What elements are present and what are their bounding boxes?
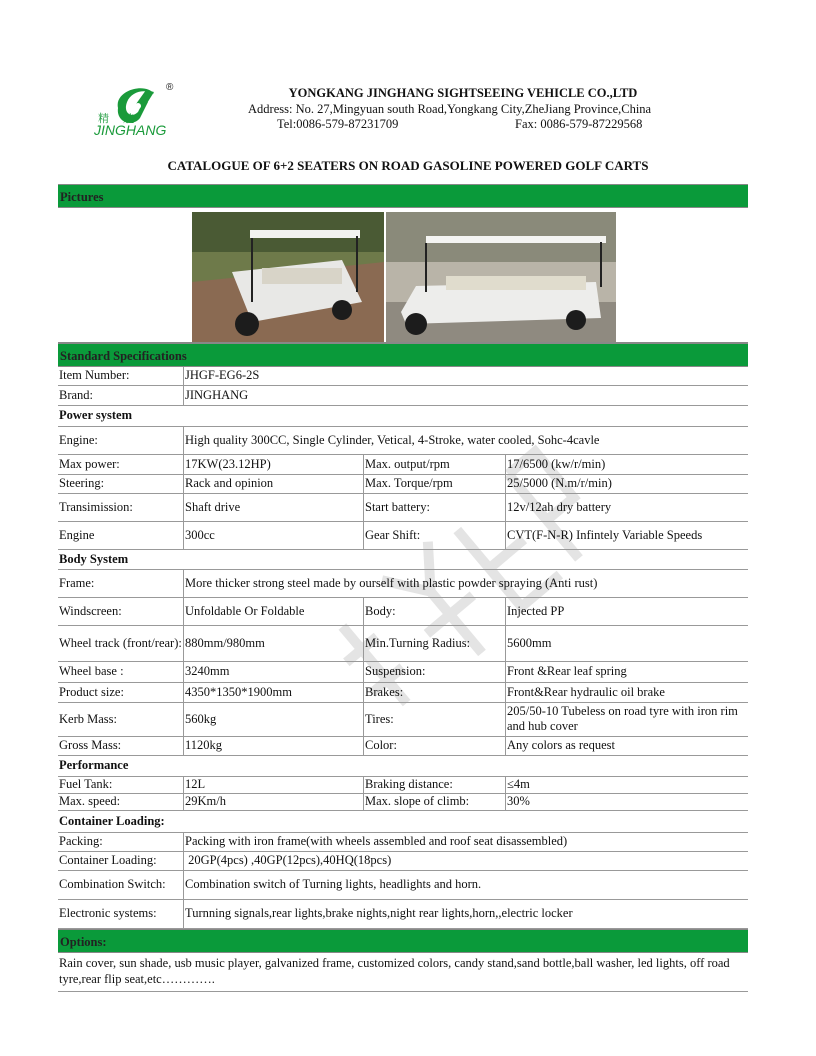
braking-distance-label: Braking distance: [364, 776, 506, 793]
body-value: Injected PP [506, 597, 749, 625]
item-number-value: JHGF-EG6-2S [184, 367, 749, 385]
letterhead [0, 72, 816, 142]
table-row [58, 493, 748, 521]
wheel-base-label: Wheel base : [58, 661, 184, 682]
table-row [58, 454, 748, 474]
windscreen-label: Windscreen: [58, 597, 184, 625]
max-speed-label: Max. speed: [58, 793, 184, 810]
table-row [58, 851, 748, 870]
spec-table [58, 367, 748, 929]
steering-value: Rack and opinion [184, 474, 364, 493]
body-system-heading: Body System [58, 549, 748, 569]
body-label: Body: [364, 597, 506, 625]
golf-cart-photo-front [192, 212, 384, 342]
gear-shift-value: CVT(F-N-R) Infintely Variable Speeds [506, 521, 749, 549]
table-row [58, 597, 748, 625]
wheel-track-label: Wheel track (front/rear): [58, 625, 184, 661]
item-number-label: Item Number: [58, 367, 184, 385]
company-tel: Tel:0086-579-87231709 [277, 117, 399, 131]
braking-distance-value: ≤4m [506, 776, 749, 793]
windscreen-value: Unfoldable Or Foldable [184, 597, 364, 625]
frame-label: Frame: [58, 569, 184, 597]
tires-value: 205/50-10 Tubeless on road tyre with iron rim and hub cover [506, 702, 749, 736]
fuel-tank-label: Fuel Tank: [58, 776, 184, 793]
combination-switch-label: Combination Switch: [58, 870, 184, 899]
fuel-tank-value: 12L [184, 776, 364, 793]
combination-switch-value: Combination switch of Turning lights, headlights and horn. [184, 870, 749, 899]
gross-mass-label: Gross Mass: [58, 736, 184, 755]
container-loading-heading: Container Loading: [58, 810, 748, 832]
transmission-label: Transimission: [58, 493, 184, 521]
suspension-value: Front &Rear leaf spring [506, 661, 749, 682]
gear-shift-label: Gear Shift: [364, 521, 506, 549]
table-row [58, 810, 748, 832]
kerb-mass-value: 560kg [184, 702, 364, 736]
table-row [58, 385, 748, 405]
max-slope-value: 30% [506, 793, 749, 810]
electronic-systems-value: Turnning signals,rear lights,brake nights,night rear lights,horn,,electric locker [184, 899, 749, 928]
table-row [58, 755, 748, 776]
table-row [58, 870, 748, 899]
transmission-value: Shaft drive [184, 493, 364, 521]
catalogue-title: CATALOGUE OF 6+2 SEATERS ON ROAD GASOLINE POWERED GOLF CARTS [167, 158, 649, 173]
table-row [58, 682, 748, 702]
max-speed-value: 29Km/h [184, 793, 364, 810]
container-loading-value: 20GP(4pcs) ,40GP(12pcs),40HQ(18pcs) [184, 851, 749, 870]
spec-sheet [58, 184, 748, 992]
max-power-value: 17KW(23.12HP) [184, 454, 364, 474]
company-fax: Fax: 0086-579-87229568 [515, 117, 643, 131]
color-value: Any colors as request [506, 736, 749, 755]
photo-row [58, 208, 748, 343]
table-row [58, 521, 748, 549]
performance-heading: Performance [58, 755, 748, 776]
engine-cc-label: Engine [58, 521, 184, 549]
company-name: YONGKANG JINGHANG SIGHTSEEING VEHICLE CO.,LTD [288, 86, 638, 100]
table-row [58, 832, 748, 851]
max-power-label: Max power: [58, 454, 184, 474]
electronic-systems-label: Electronic systems: [58, 899, 184, 928]
product-size-label: Product size: [58, 682, 184, 702]
table-row [58, 367, 748, 385]
golf-cart-photo-side [386, 212, 616, 342]
max-output-value: 17/6500 (kw/r/min) [506, 454, 749, 474]
table-row [58, 625, 748, 661]
gross-mass-value: 1120kg [184, 736, 364, 755]
section-standard-specifications: Standard Specifications [58, 343, 748, 367]
tires-label: Tires: [364, 702, 506, 736]
suspension-label: Suspension: [364, 661, 506, 682]
table-row [58, 661, 748, 682]
frame-value: More thicker strong steel made by ourself with plastic powder spraying (Anti rust) [184, 569, 749, 597]
section-options: Options: [58, 929, 748, 953]
logo-english-text: JINGHANG [94, 122, 167, 138]
turning-radius-value: 5600mm [506, 625, 749, 661]
brakes-label: Brakes: [364, 682, 506, 702]
product-size-value: 4350*1350*1900mm [184, 682, 364, 702]
color-label: Color: [364, 736, 506, 755]
turning-radius-label: Min.Turning Radius: [364, 625, 506, 661]
packing-label: Packing: [58, 832, 184, 851]
start-battery-value: 12v/12ah dry battery [506, 493, 749, 521]
wheel-base-value: 3240mm [184, 661, 364, 682]
table-row [58, 776, 748, 793]
max-torque-label: Max. Torque/rpm [364, 474, 506, 493]
logo-chinese-text: 精航 [98, 112, 148, 125]
svg-text:®: ® [166, 82, 174, 93]
table-row [58, 736, 748, 755]
max-torque-value: 25/5000 (N.m/r/min) [506, 474, 749, 493]
start-battery-label: Start battery: [364, 493, 506, 521]
table-row [58, 549, 748, 569]
engine-value: High quality 300CC, Single Cylinder, Vetical, 4-Stroke, water cooled, Sohc-4cavle [184, 426, 749, 454]
wheel-track-value: 880mm/980mm [184, 625, 364, 661]
brakes-value: Front&Rear hydraulic oil brake [506, 682, 749, 702]
container-loading-label: Container Loading: [58, 851, 184, 870]
steering-label: Steering: [58, 474, 184, 493]
max-output-label: Max. output/rpm [364, 454, 506, 474]
table-row [58, 426, 748, 454]
options-list: Rain cover, sun shade, usb music player, galvanized frame, customized colors, candy stand,sand bottle,ball washer, led lights, off road tyre,rear flip seat,etc…………. [58, 953, 748, 992]
company-address: Address: No. 27,Mingyuan south Road,Yongkang City,ZheJiang Province,China [248, 102, 652, 116]
kerb-mass-label: Kerb Mass: [58, 702, 184, 736]
table-row [58, 702, 748, 736]
engine-cc-value: 300cc [184, 521, 364, 549]
table-row [58, 474, 748, 493]
section-pictures: Pictures [58, 184, 748, 208]
packing-value: Packing with iron frame(with wheels assembled and roof seat disassembled) [184, 832, 749, 851]
table-row [58, 899, 748, 928]
table-row [58, 793, 748, 810]
brand-value: JINGHANG [184, 385, 749, 405]
table-row [58, 569, 748, 597]
table-row [58, 405, 748, 426]
max-slope-label: Max. slope of climb: [364, 793, 506, 810]
brand-label: Brand: [58, 385, 184, 405]
power-system-heading: Power system [58, 405, 748, 426]
engine-label: Engine: [58, 426, 184, 454]
